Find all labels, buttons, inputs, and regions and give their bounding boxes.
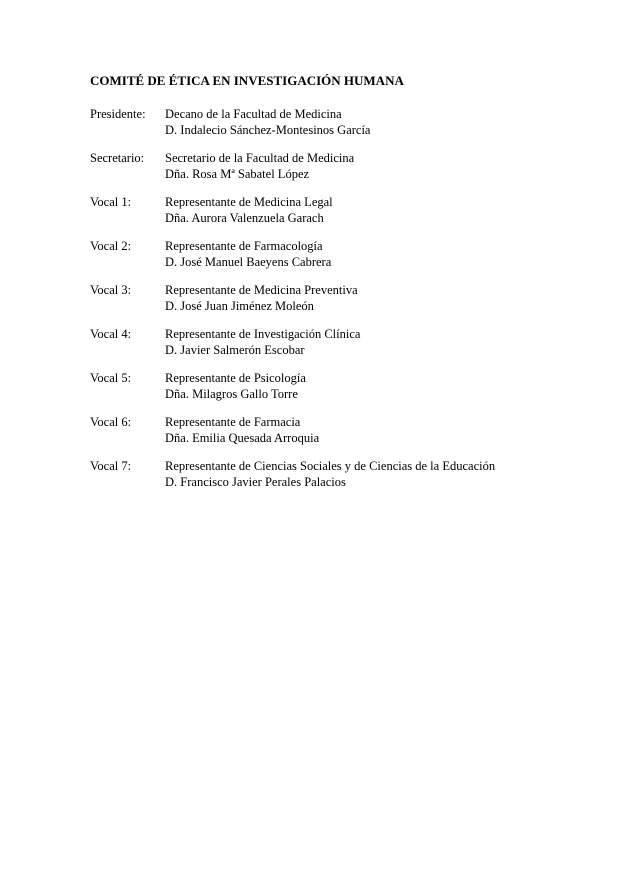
member-details [165,106,610,138]
member-position: Representante de Medicina Legal [165,195,333,209]
member-details [165,414,610,446]
member-entry [90,282,610,314]
member-details [165,150,610,182]
member-role: Vocal 6: [90,415,132,429]
member-details [165,194,610,226]
member-name: D. José Manuel Baeyens Cabrera [165,255,332,269]
member-position: Decano de la Facultad de Medicina [165,107,342,121]
member-name: D. José Juan Jiménez Moleón [165,299,314,313]
member-role: Vocal 3: [90,283,132,297]
member-role: Vocal 2: [90,239,132,253]
member-entry [90,458,610,490]
member-entry [90,194,610,226]
member-role: Secretario: [90,151,145,165]
member-role: Vocal 5: [90,371,132,385]
member-name: D. Indalecio Sánchez-Montesinos García [165,123,371,137]
member-name: Dña. Milagros Gallo Torre [165,387,298,401]
member-details [165,238,610,270]
member-position: Representante de Investigación Clínica [165,327,361,341]
member-role: Vocal 4: [90,327,132,341]
member-details [165,326,610,358]
member-name: Dña. Emilia Quesada Arroquia [165,431,320,445]
member-position: Representante de Farmacología [165,239,323,253]
document-title: COMITÉ DE ÉTICA EN INVESTIGACIÓN HUMANA [90,73,404,88]
member-entry [90,370,610,402]
member-position: Representante de Psicología [165,371,306,385]
member-entry [90,414,610,446]
member-entry [90,238,610,270]
member-role: Vocal 7: [90,459,132,473]
member-position: Representante de Farmacia [165,415,301,429]
member-position: Representante de Ciencias Sociales y de Ciencias de la Educación [165,459,496,473]
member-name: Dña. Rosa Mª Sabatel López [165,167,310,181]
member-role: Vocal 1: [90,195,132,209]
committee-member-list [90,106,610,502]
member-name: Dña. Aurora Valenzuela Garach [165,211,324,225]
member-entry [90,326,610,358]
member-details [165,458,610,490]
member-name: D. Javier Salmerón Escobar [165,343,305,357]
member-details [165,282,610,314]
member-position: Representante de Medicina Preventiva [165,283,358,297]
member-position: Secretario de la Facultad de Medicina [165,151,355,165]
member-name: D. Francisco Javier Perales Palacios [165,475,346,489]
member-role: Presidente: [90,107,146,121]
member-details [165,370,610,402]
member-entry [90,150,610,182]
member-entry [90,106,610,138]
